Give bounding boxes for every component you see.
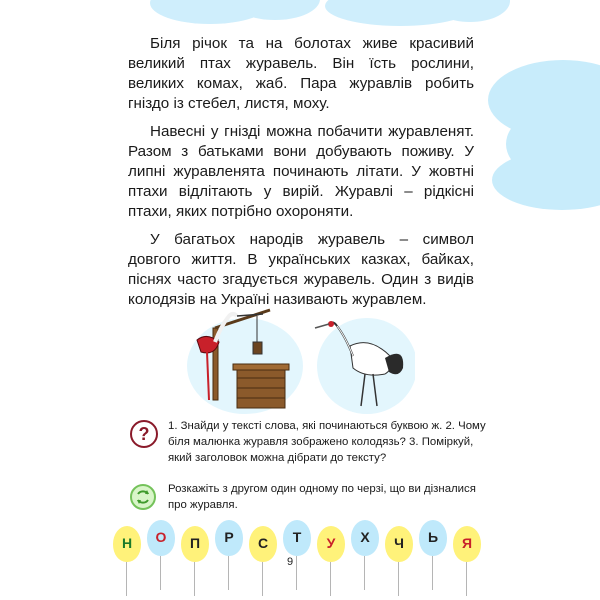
balloon-string [398, 562, 399, 596]
balloon [147, 520, 175, 556]
balloon-string [126, 562, 127, 596]
balloon-letter: П [189, 535, 201, 551]
balloon-letter: Т [292, 529, 302, 545]
balloon-letter: О [155, 529, 167, 545]
balloon-letter: У [326, 535, 336, 551]
retell-arrows-icon [130, 484, 156, 510]
balloon-letter: Р [224, 529, 234, 545]
balloon [215, 520, 243, 556]
balloon-string [228, 556, 229, 590]
balloon-letter: Ч [394, 535, 404, 551]
cloud-decoration [492, 150, 600, 210]
balloon-letter: С [257, 535, 269, 551]
retell-task-text: Розкажіть з другом один одному по черзі, що ви дізналися про журавля. [168, 483, 476, 511]
paragraph: Навесні у гнізді можна побачити журавленят. Разом з батьками вони добувають поживу. У липні журавленята починають літати. У жовтні птахи відлітають у вирій. Журавлі – рідкісні птахи, яких потрібно охороняти. [128, 123, 474, 220]
refresh-icon [132, 486, 154, 508]
balloon-letter: Я [461, 535, 473, 551]
balloon [249, 526, 277, 562]
paragraph: Біля річок та на болотах живе красивий великий птах журавель. Він їсть рослини, великих комах, жаб. Пара журавлів робить гніздо із стебел, листя, моху. [128, 35, 474, 112]
balloon-letter: Ь [427, 529, 439, 545]
balloon [113, 526, 141, 562]
balloon-string [160, 556, 161, 590]
balloon-letter: Х [360, 529, 370, 545]
paragraph: У багатьох народів журавель – символ довгого життя. В українських казках, байках, піснях часто згадується журавель. Один з видів колодязів на Україні називають журавлем. [128, 231, 474, 308]
balloon-string [296, 556, 297, 590]
page-number: 9 [287, 556, 294, 568]
balloon-string [330, 562, 331, 596]
balloon-string [262, 562, 263, 596]
balloon [283, 520, 311, 556]
question-icon: ? [130, 420, 158, 448]
balloon-letter: Н [121, 535, 133, 551]
balloon-string [466, 562, 467, 596]
balloon-string [194, 562, 195, 596]
balloon [181, 526, 209, 562]
balloon [385, 526, 413, 562]
balloon-string [432, 556, 433, 590]
balloon [317, 526, 345, 562]
article-text [128, 34, 474, 318]
questions-text: 1. Знайди у тексті слова, які починаються буквою ж. 2. Чому біля малюнка журавля зображено колодязь? 3. Поміркуй, який заголовок можна дібрати до тексту? [168, 420, 486, 464]
balloon [419, 520, 447, 556]
balloon [453, 526, 481, 562]
balloon-string [364, 556, 365, 590]
alphabet-balloons [105, 516, 485, 600]
crane-and-well-illustration [185, 306, 415, 416]
balloon [351, 520, 379, 556]
